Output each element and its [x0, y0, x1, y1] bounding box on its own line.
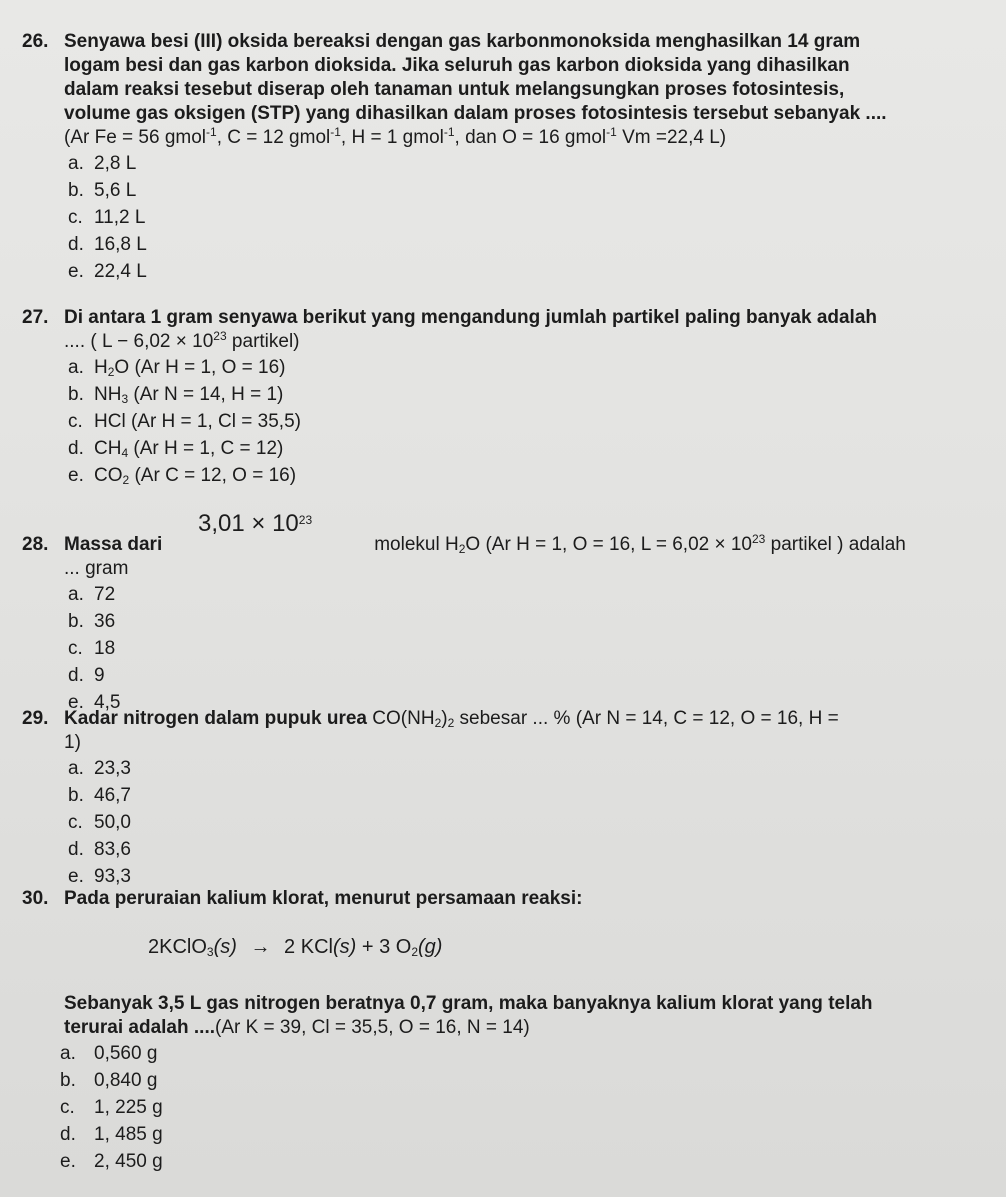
option-b[interactable]: b. 46,7: [68, 785, 131, 806]
given-data: (Ar Fe = 56 gmol$^{-1}$, C = 12 gmol$^{-1}$, H = 1 gmol$^{-1}$, dan O = 16 gmol$^{-1}$ Vm =22,4 L): [64, 125, 727, 148]
question-27-text: 27. Di antara 1 gram senyawa berikut yang mengandung jumlah partikel paling banyak adalah: [22, 307, 878, 328]
option-e[interactable]: e. 4,5: [68, 692, 121, 713]
option-a[interactable]: a. 72: [68, 584, 116, 605]
answer-options: [22, 150, 982, 285]
question-27: 27. Di antara 1 gram senyawa berikut yang mengandung jumlah partikel paling banyak adalah .... ( $L - 6,02 \times 10^{23}$ partikel) a. $H_2O$ (Ar H = 1, O = 16) b. $NH_3$ (Ar N = 14, H = 1) c. HCl (Ar H = 1, Cl = 35,5) d. $CH_4$ (Ar H = 1, C = 12) e. $CO_2$ (Ar C = 12, O = 16): [22, 306, 982, 489]
arrow-icon: →: [250, 936, 271, 958]
option-c[interactable]: c. 18: [68, 638, 116, 659]
question-26: 26. Senyawa besi (III) oksida bereaksi dengan gas karbonmonoksida menghasilkan 14 gram logam besi dan gas karbon dioksida. Jika seluruh gas karbon dioksida yang dihasilkan dalam reaksi tesebut diserap oleh tanaman untuk melangsungkan proses fotosintesis, volume gas oksigen (STP) yang dihasilkan dalam proses fotosintesis tersebut sebanyak .... (Ar Fe = 56 gmol$^{-1}$, C = 12 gmol$^{-1}$, H = 1 gmol$^{-1}$, dan O = 16 gmol$^{-1}$ Vm =22,4 L) a. 2,8 L b. 5,6 L c. 11,2 L d. 16,8 L e. 22,4 L: [22, 30, 982, 285]
option-d[interactable]: d. 9: [68, 665, 105, 686]
question-28: 28. Massa dari molekul $H_2O$ (Ar H = 1, O = 16, $L = 6,02 \times 10^{23}$ partikel ) adalah ... gram a. 72 b. 36 c. 18 d. 9 e. 4,5: [22, 533, 982, 716]
question-29-text: 29. Kadar nitrogen dalam pupuk urea $CO(NH_2)_2$ sebesar ... % (Ar N = 14, C = 12, O = 16, H =: [22, 708, 839, 730]
question-26-text: 26. Senyawa besi (III) oksida bereaksi dengan gas karbonmonoksida menghasilkan 14 gram: [22, 31, 861, 52]
option-e[interactable]: e. 22,4 L: [68, 261, 147, 282]
option-b[interactable]: b. 0,840 g: [60, 1070, 158, 1091]
option-a[interactable]: a. $H_2O$ (Ar H = 1, O = 16): [68, 357, 286, 379]
option-d[interactable]: d. $CH_4$ (Ar H = 1, C = 12): [68, 438, 284, 460]
question-number: 26.: [22, 31, 49, 52]
option-b[interactable]: b. 5,6 L: [68, 180, 137, 201]
option-c[interactable]: c. HCl (Ar H = 1, Cl = 35,5): [68, 411, 301, 432]
option-b[interactable]: b. $NH_3$ (Ar N = 14, H = 1): [68, 384, 284, 406]
reaction-equation: 2KClO$_3$(s) → 2 KCl(s) + 3 $O_2(g)$: [148, 936, 443, 959]
option-d[interactable]: d. 1, 485 g: [60, 1124, 163, 1145]
answer-options: [22, 1040, 982, 1175]
answer-options: [22, 581, 982, 716]
option-a[interactable]: a. 0,560 g: [60, 1043, 158, 1064]
option-a[interactable]: a. 23,3: [68, 758, 131, 779]
option-a[interactable]: a. 2,8 L: [68, 153, 137, 174]
option-c[interactable]: c. 11,2 L: [68, 207, 146, 228]
answer-options: [22, 755, 982, 890]
option-d[interactable]: d. 16,8 L: [68, 234, 147, 255]
question-30-text: 30. Pada peruraian kalium klorat, menurut persamaan reaksi:: [22, 888, 583, 909]
option-b[interactable]: b. 36: [68, 611, 116, 632]
option-e[interactable]: e. $CO_2$ (Ar C = 12, O = 16): [68, 465, 297, 487]
option-d[interactable]: d. 83,6: [68, 839, 131, 860]
option-c[interactable]: c. 50,0: [68, 812, 131, 833]
question-30: [22, 887, 982, 911]
option-e[interactable]: e. 93,3: [68, 866, 131, 887]
question-29: 29. Kadar nitrogen dalam pupuk urea $CO(NH_2)_2$ sebesar ... % (Ar N = 14, C = 12, O = 16, H = 1) a. 23,3 b. 46,7 c. 50,0 d. 83,6 e. 93,3: [22, 707, 982, 890]
fraction-numerator: $3,01 \times 10^{23}$: [198, 510, 313, 537]
question-30-body: Sebanyak 3,5 L gas nitrogen beratnya 0,7 gram, maka banyaknya kalium klorat yang telah terurai adalah ....(Ar K = 39, Cl = 35,5, O = 16, N = 14) a. 0,560 g b. 0,840 g c. 1, 225 g d. 1, 485 g e. 2, 450 g: [22, 992, 982, 1175]
answer-options: [22, 354, 982, 489]
option-e[interactable]: e. 2, 450 g: [60, 1151, 163, 1172]
question-28-text: 28. Massa dari molekul $H_2O$ (Ar H = 1, O = 16, $L = 6,02 \times 10^{23}$ partikel ) adalah: [22, 532, 906, 556]
option-c[interactable]: c. 1, 225 g: [60, 1097, 163, 1118]
